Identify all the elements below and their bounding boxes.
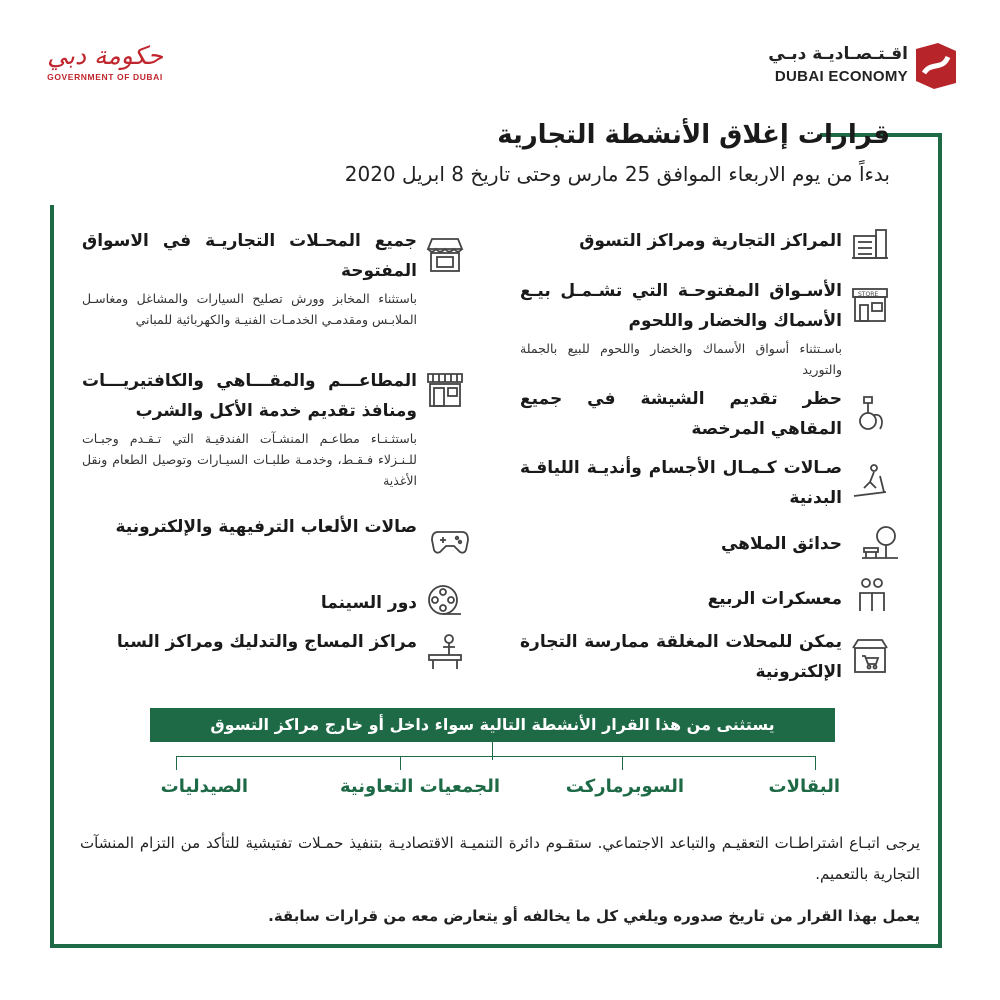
closure-item-spring-camps (520, 584, 842, 614)
closure-item-spa (82, 627, 417, 657)
closure-item-malls (520, 226, 842, 256)
item-note: باستثناء المخابز وورش تصليح السيارات والمشاغل ومغاسـل الملابـس ومقدمـي الخدمـات الفنيـة والكهربائية للمباني (82, 291, 417, 327)
dubai-economy-mark-icon (916, 43, 956, 89)
closure-item-open-markets (520, 276, 842, 380)
tree-connector-horizontal (176, 756, 816, 757)
frame-left (50, 205, 54, 948)
gov-logo-arabic: حكومة دبي (47, 41, 163, 70)
park-icon (860, 524, 900, 564)
exception-pharmacies: الصيدليات (160, 776, 248, 797)
store-icon (850, 285, 890, 325)
treadmill-icon (850, 462, 890, 502)
closure-item-market-shops (82, 226, 417, 330)
tree-connector-main (492, 742, 493, 760)
restaurant-icon (425, 370, 465, 410)
closure-item-restaurants (82, 366, 417, 491)
item-title: صالات الألعاب الترفيهية والإلكترونية (115, 517, 417, 537)
closure-item-gyms (520, 453, 842, 513)
item-title: الأسـواق المفتوحـة التي تشـمـل بيـع الأسماك والخضار واللحوم (520, 281, 842, 331)
item-title: المطاعـــم والمقـــاهي والكافتيريـــات ومنافذ تقديم خدمة الأكل والشرب (82, 371, 417, 421)
item-title: المراكز التجارية ومراكز التسوق (579, 231, 842, 251)
de-logo-english: DUBAI ECONOMY (774, 68, 908, 85)
gov-logo-english: GOVERNMENT OF DUBAI (47, 72, 163, 82)
item-title: جميع المحـلات التجاريـة في الاسواق المفتوحة (82, 231, 417, 281)
shopping-mall-icon (850, 222, 890, 262)
item-title: مراكز المساج والتدليك ومراكز السبا (116, 632, 417, 652)
de-logo-arabic: اقـتـصـاديـة دبـي (768, 44, 908, 64)
government-of-dubai-logo (40, 40, 170, 96)
item-title: صـالات كـمـال الأجسام وأنديـة اللياقـة البدنية (520, 458, 842, 508)
note-item-ecommerce (520, 627, 842, 687)
closure-item-game-halls (82, 512, 417, 542)
ecommerce-store-icon (850, 636, 890, 676)
item-title: حظر تقديم الشيشة في جميع المقاهي المرخصة (520, 389, 842, 439)
page-title: قرارات إغلاق الأنشطة التجارية (497, 120, 890, 150)
exception-supermarket: السوبرماركت (565, 776, 684, 797)
exception-groceries: البقالات (768, 776, 840, 797)
item-title: حدائق الملاهي (720, 534, 842, 554)
svg-text:STORE: STORE (858, 291, 879, 298)
massage-icon (425, 633, 465, 673)
footer-paragraph-effective: يعمل بهذا القرار من تاريخ صدوره ويلغي كل ما يخالفه أو يتعارض معه من قرارات سابقة. (268, 907, 920, 925)
item-note: باسـتثناء أسواق الأسماك والخضار واللحوم للبيع بالجملة والتوريد (520, 341, 842, 377)
tree-connector (176, 756, 177, 770)
closure-item-shisha (520, 384, 842, 444)
footer-paragraph-instructions: يرجى اتبـاع اشتراطـات التعقيـم والتباعد الاجتماعي. ستقـوم دائرة التنميـة الاقتصاديـة بتنفيذ حمـلات تفتيشية للتأكد من التزام المنشآت التجارية بالتعميم. (80, 834, 920, 883)
closure-item-cinemas (82, 588, 417, 618)
tree-connector (622, 756, 623, 770)
exception-cooperatives: الجمعيات التعاونية (340, 776, 500, 797)
tree-connector (815, 756, 816, 770)
exceptions-banner: يستثنى من هذا القرار الأنشطة التالية سواء داخل أو خارج مراكز التسوق (150, 708, 835, 742)
item-title: دور السينما (320, 593, 417, 613)
page-subtitle: بدءاً من يوم الاربعاء الموافق 25 مارس وحتى تاريخ 8 ابريل 2020 (344, 162, 890, 186)
frame-bottom (50, 944, 942, 948)
film-reel-icon (425, 582, 465, 622)
open-market-shop-icon (425, 235, 465, 275)
closure-item-amusement-parks (520, 529, 842, 559)
tree-connector (400, 756, 401, 770)
gamepad-icon (430, 520, 470, 560)
item-title: معسكرات الربيع (707, 589, 842, 609)
shisha-icon (850, 393, 890, 433)
dubai-economy-logo (730, 40, 970, 100)
camp-people-icon (852, 575, 892, 615)
frame-right (938, 133, 942, 948)
item-title: يمكن للمحلات المغلقة ممارسة التجارة الإلكترونية (520, 632, 842, 682)
item-note: باستثـنـاء مطاعـم المنشـآت الفندقيـة التي تـقـدم وجبـات للـنـزلاء فـقـط، وخدمـة طلبـات السيـارات وتوصيل الطعام ونقل الأغذية (82, 431, 417, 488)
